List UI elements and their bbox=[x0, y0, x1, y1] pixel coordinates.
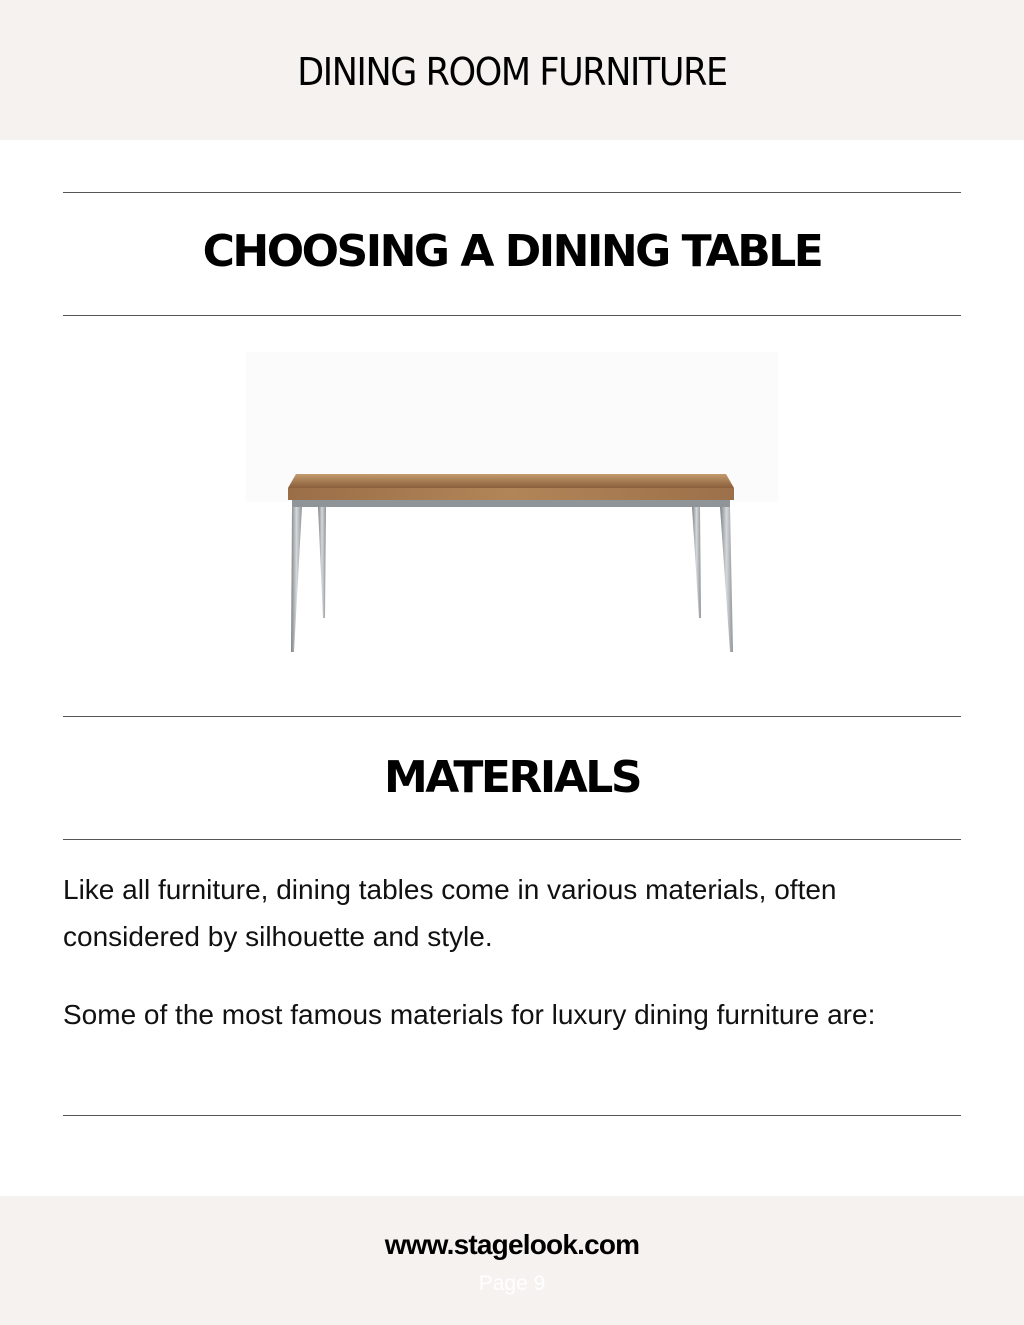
page-number: Page 9 bbox=[478, 1272, 546, 1295]
section-heading-materials: MATERIALS bbox=[383, 752, 641, 803]
divider-top-2 bbox=[63, 315, 961, 316]
body-paragraph-1: Like all furniture, dining tables come in various materials, often considered by silhouette and style. bbox=[63, 874, 837, 952]
dining-table-image bbox=[246, 352, 778, 670]
divider-top-1 bbox=[63, 192, 961, 193]
section-heading-choosing: CHOOSING A DINING TABLE bbox=[202, 226, 822, 277]
tabletop-edge bbox=[288, 488, 734, 500]
table-apron bbox=[292, 500, 730, 507]
body-paragraph-2: Some of the most famous materials for luxury dining furniture are: bbox=[63, 999, 876, 1030]
divider-bottom bbox=[63, 1115, 961, 1116]
dining-table-illustration bbox=[246, 352, 778, 670]
tabletop-surface bbox=[288, 474, 734, 488]
document-title: DINING ROOM FURNITURE bbox=[297, 50, 727, 94]
footer-website-link[interactable]: www.stagelook.com bbox=[384, 1229, 640, 1260]
divider-mid-1 bbox=[63, 716, 961, 717]
divider-mid-2 bbox=[63, 839, 961, 840]
